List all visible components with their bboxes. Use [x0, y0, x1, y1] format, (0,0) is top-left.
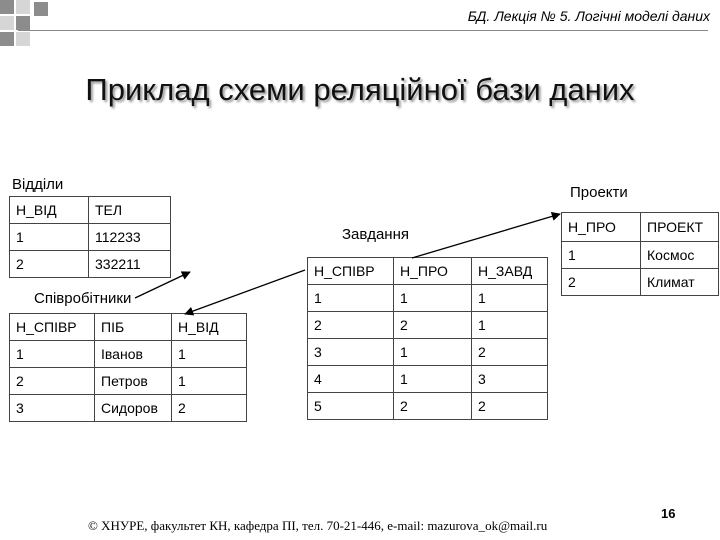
- table-cell: Іванов: [95, 341, 172, 368]
- table-cell: Сидоров: [95, 395, 172, 422]
- column-header: Н_СПІВР: [10, 314, 95, 341]
- table-cell: Климат: [641, 269, 719, 296]
- table-label-zavdannia: Завдання: [342, 226, 409, 243]
- table-cell: Космос: [641, 242, 719, 269]
- column-header: Н_ЗАВД: [472, 258, 548, 285]
- table-cell: 1: [394, 339, 472, 366]
- table-cell: 1: [172, 368, 247, 395]
- table-cell: 3: [472, 366, 548, 393]
- table-cell: 2: [472, 393, 548, 420]
- table-cell: 4: [308, 366, 394, 393]
- column-header: ТЕЛ: [89, 197, 171, 224]
- table-cell: 2: [562, 269, 641, 296]
- table-cell: 1: [472, 285, 548, 312]
- column-header: Н_ВІД: [172, 314, 247, 341]
- column-header: Н_ПРО: [562, 213, 641, 242]
- table-cell: 1: [10, 341, 95, 368]
- table-cell: 2: [472, 339, 548, 366]
- footer-copyright: © ХНУРЕ, факультет КН, кафедра ПІ, тел. 70-21-446, e-mail: mazurova_ok@mail.ru: [88, 518, 548, 533]
- table-cell: 1: [394, 285, 472, 312]
- table-cell: 2: [172, 395, 247, 422]
- table-cell: 2: [10, 368, 95, 395]
- table-cell: 2: [308, 312, 394, 339]
- column-header: Н_ВІД: [10, 197, 89, 224]
- column-header: Н_ПРО: [394, 258, 472, 285]
- table-label-proekty: Проекти: [570, 184, 628, 201]
- table-cell: 3: [308, 339, 394, 366]
- slide-title: Приклад схеми реляційної бази даних: [85, 72, 635, 107]
- table-cell: 332211: [89, 251, 171, 278]
- table-cell: 3: [10, 395, 95, 422]
- arrow-spivrobitnyky-to-viddily: [135, 272, 190, 298]
- table-label-viddily: Відділи: [12, 176, 64, 193]
- table-cell: Петров: [95, 368, 172, 395]
- table-cell: 5: [308, 393, 394, 420]
- lecture-header: БД. Лекція № 5. Логічні моделі даних: [467, 8, 710, 24]
- column-header: ПРОЕКТ: [641, 213, 719, 242]
- arrow-zavdannia-to-spivrobitnyky: [185, 270, 305, 314]
- table-cell: 2: [394, 312, 472, 339]
- table-cell: 1: [308, 285, 394, 312]
- column-header: ПІБ: [95, 314, 172, 341]
- table-cell: 1: [394, 366, 472, 393]
- table-label-spivrobitnyky: Співробітники: [34, 290, 132, 307]
- arrow-zavdannia-to-proekty: [412, 214, 560, 258]
- column-header: Н_СПІВР: [308, 258, 394, 285]
- table-cell: 1: [10, 224, 89, 251]
- table-cell: 112233: [89, 224, 171, 251]
- table-cell: 1: [172, 341, 247, 368]
- table-cell: 2: [394, 393, 472, 420]
- page-number: 16: [661, 506, 676, 521]
- table-cell: 1: [472, 312, 548, 339]
- table-cell: 1: [562, 242, 641, 269]
- table-cell: 2: [10, 251, 89, 278]
